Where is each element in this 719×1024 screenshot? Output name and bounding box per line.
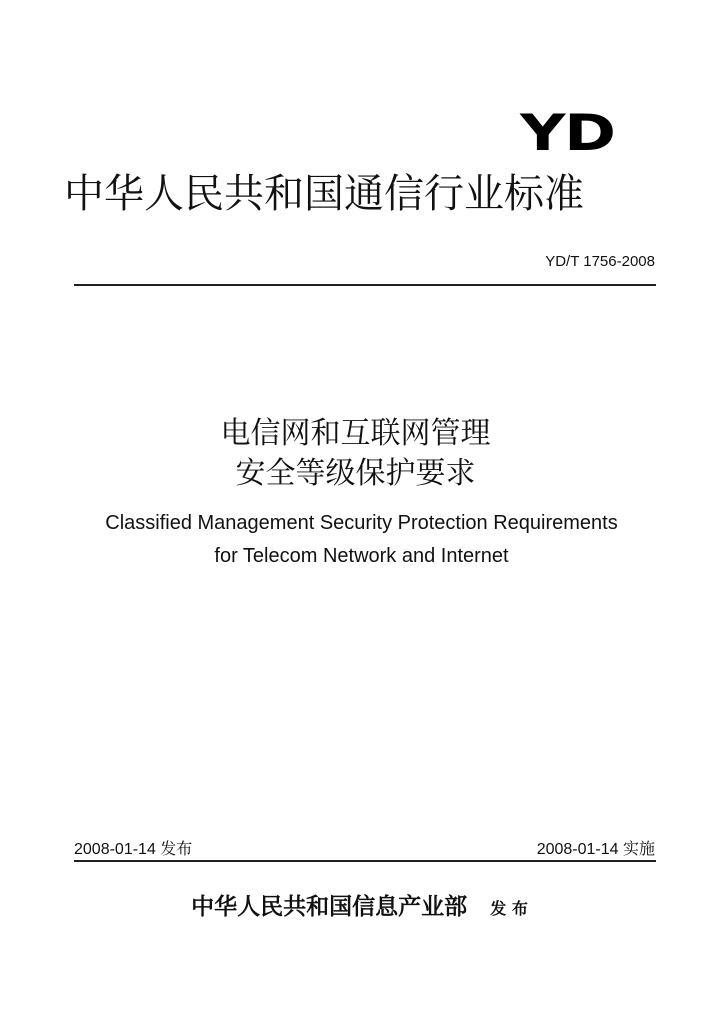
yd-logo: YD bbox=[520, 104, 615, 162]
issuer-action: 发 布 bbox=[490, 899, 528, 918]
document-title-zh-line2: 安全等级保护要求 bbox=[235, 456, 476, 491]
issuer-line bbox=[0, 888, 719, 921]
bottom-divider bbox=[74, 860, 656, 862]
document-title-en-line2: for Telecom Network and Internet bbox=[214, 545, 509, 567]
document-title-en-line1: Classified Management Security Protection Requirements bbox=[105, 512, 618, 534]
standard-category-heading: 中华人民共和国通信行业标准 bbox=[64, 171, 584, 217]
document-title-zh-line1: 电信网和互联网管理 bbox=[220, 416, 491, 451]
publish-date: 2008-01-14 发布 bbox=[74, 841, 193, 858]
implementation-date: 2008-01-14 实施 bbox=[536, 841, 655, 858]
issuer-name: 中华人民共和国信息产业部 bbox=[191, 893, 468, 920]
top-divider bbox=[74, 284, 656, 286]
standard-number: YD/T 1756-2008 bbox=[545, 253, 655, 270]
